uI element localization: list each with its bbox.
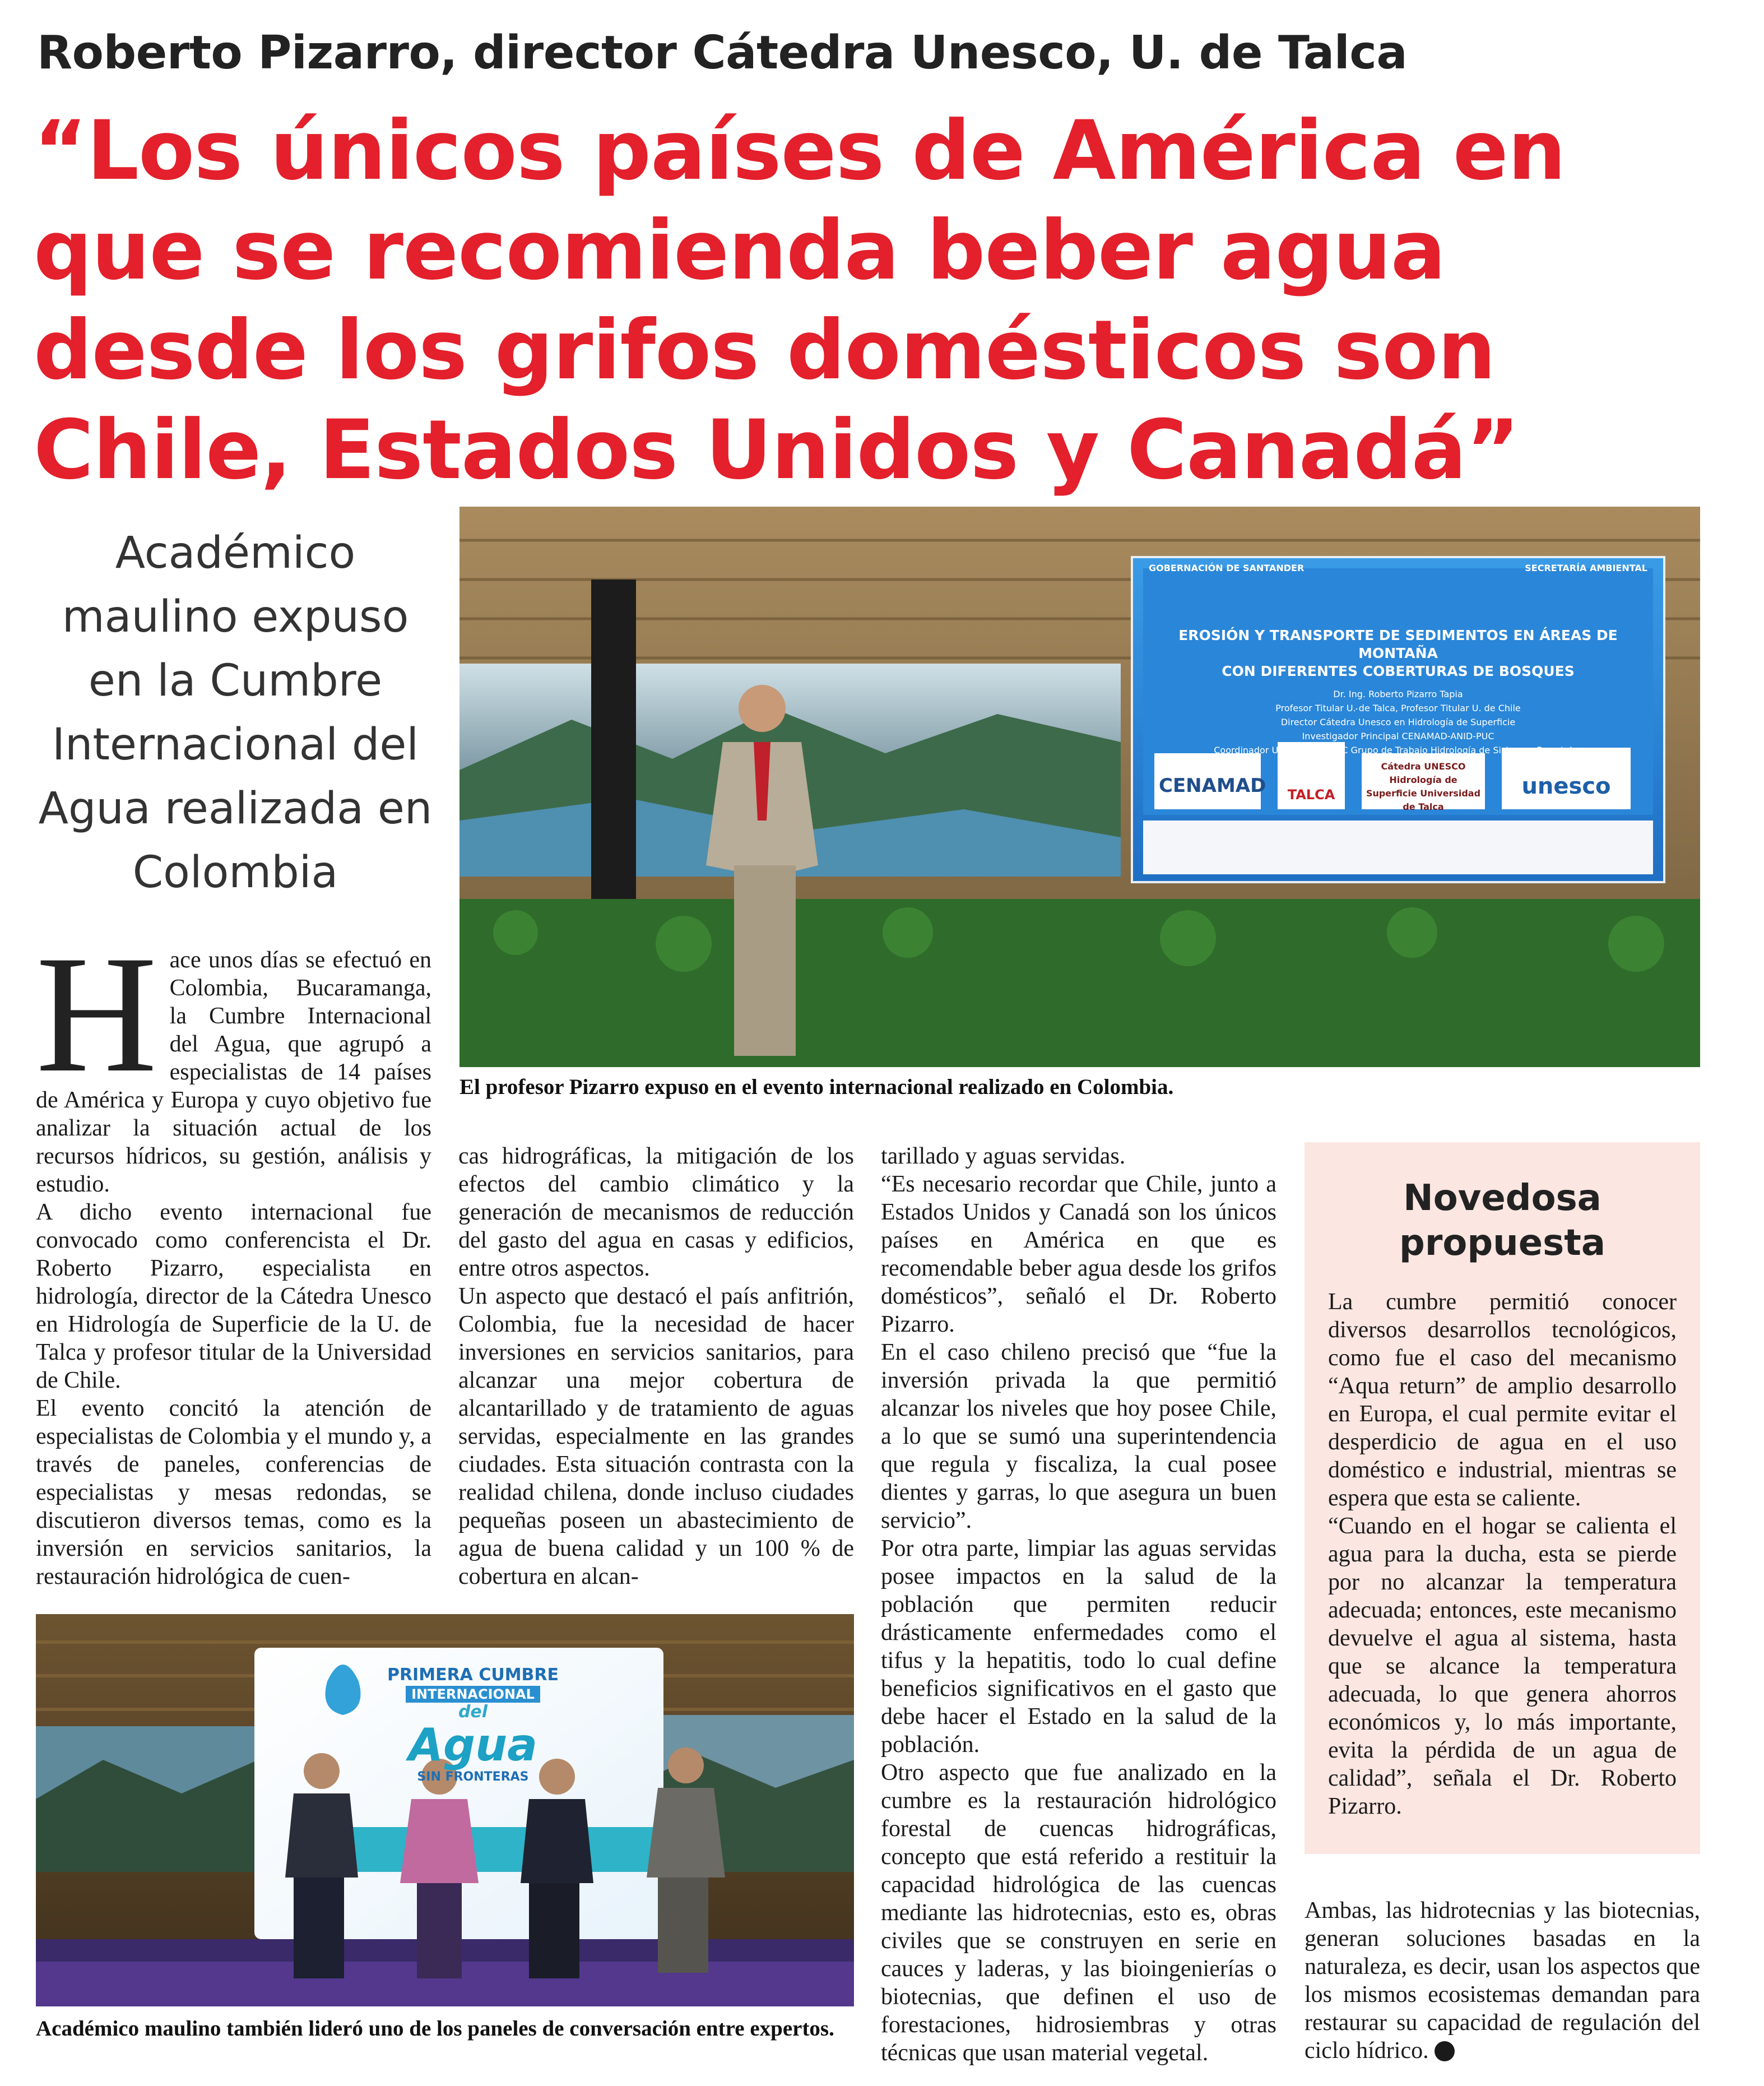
screen-logo-talca: TALCA <box>1287 787 1335 803</box>
screen-logo-unesco: unesco <box>1521 773 1611 799</box>
banner-line: PRIMERA CUMBRE <box>387 1665 559 1685</box>
screen-line-1: Dr. Ing. Roberto Pizarro Tapia <box>1333 689 1463 699</box>
screen-logo-cenamad: CENAMAD <box>1159 775 1266 797</box>
speaker-photo-caption: El profesor Pizarro expuso en el evento internacional realizado en Colombia. <box>459 1075 1174 1099</box>
headline-line: “Los únicos países de América en <box>34 103 1566 198</box>
paragraph: Otro aspecto que fue analizado en la cumbre es la restauración hidrológico forestal de cuencas hidrográficas, concepto que está referido a restituir la capacidad hidrológica de las cuencas mediante las hidrotecnias, esto es, obras civiles que se construyen en serie en cauces y laderas, y las bioingenierías o biotecnias, que definen el uso de forestaciones, hidrosiembras y otras técnicas que usan material vegetal. <box>881 1760 1276 2066</box>
banner-line: Agua <box>408 1719 538 1771</box>
banner-line: del <box>458 1702 488 1722</box>
screen-line-3: Director Cátedra Unesco en Hidrología de Superficie <box>1280 717 1516 727</box>
screen-org-right: SECRETARÍA AMBIENTAL <box>1525 563 1647 573</box>
kicker: Roberto Pizarro, director Cátedra Unesco, U. de Talca <box>37 26 1408 80</box>
paragraph: tarillado y aguas servidas. <box>881 1143 1126 1169</box>
screen-title-1: EROSIÓN Y TRANSPORTE DE SEDIMENTOS EN ÁREAS DE MONTAÑA <box>1178 627 1618 661</box>
speaker-photo <box>459 507 1700 1067</box>
screen-line-5: Coordinador UNESCO/PHI/LAC Grupo de Trabajo Hidrología de Sistemas Forestales <box>1214 745 1582 755</box>
banner-line: INTERNACIONAL <box>406 1686 540 1703</box>
panel-photo <box>36 1614 854 2006</box>
dropcap: H <box>36 921 157 1107</box>
paragraph: cas hidrográficas, la mitigación de los efectos del cambio climático y la generación de mecanismos de reducción del gasto del agua en casas y edificios, entre otros aspectos. <box>458 1143 854 1281</box>
headline-line: que se recomienda beber agua <box>34 203 1446 298</box>
sidebar-box <box>1305 1142 1700 1854</box>
panel-banner <box>372 1665 574 1786</box>
banner-line: SIN FRONTERAS <box>417 1770 529 1784</box>
paragraph: Un aspecto que destacó el país anfitrión, Colombia, fue la necesidad de hacer inversiones en servicios sanitarios, para alcanzar una mejor cobertura de alcantarillado y de tratamiento de aguas servidas, especialmente en las grandes ciudades. Esta situación contrasta con la realidad chilena, donde incluso ciudades pequeñas poseen un abastecimiento de agua de buena calidad y un 100 % de cobertura en alcan- <box>458 1283 854 1589</box>
closing-paragraph: Ambas, las hidrotecnias y las biotecnias, generan soluciones basadas en la naturaleza, es decir, usan los aspectos que los mismos ecosistemas demandan para restaurar su capacidad de regulación del ciclo hídrico. <box>1305 1898 1700 2064</box>
screen-line-2: Profesor Titular U. de Talca, Profesor Titular U. de Chile <box>1275 703 1521 713</box>
headline-line: Chile, Estados Unidos y Canadá” <box>34 402 1520 498</box>
sidebar-body <box>1328 1288 1677 1820</box>
paragraph: “Es necesario recordar que Chile, junto a Estados Unidos y Canadá son los únicos países en América en que es recomendable beber agua desde los grifos domésticos”, señaló el Dr. Roberto Pizarro. <box>881 1171 1276 1337</box>
article-column-2 <box>458 1142 854 1591</box>
paragraph: En el caso chileno precisó que “fue la inversión privada la que permitió alcanzar los niveles que hoy posee Chile, a lo que se sumó una superintendencia que regula y fiscaliza, la cual posee dientes y garras, lo que asegura un buen servicio”. <box>881 1339 1276 1533</box>
screen-line-4: Investigador Principal CENAMAD-ANID-PUC <box>1302 731 1494 741</box>
article-column-4 <box>1305 1897 1700 2065</box>
article-column-1 <box>36 921 431 1591</box>
paragraph: ace unos días se efectuó en Colombia, Bucaramanga, la Cumbre Internacional del Agua, que agrupó a especialistas de 14 países de América y Europa y cuyo objetivo fue analizar la situación actual de los recursos hídricos, su gestión, análisis y estudio. <box>36 947 431 1197</box>
sidebar-title: Novedosa propuesta <box>1399 1178 1605 1264</box>
paragraph: El evento concitó la atención de especialistas de Colombia y el mundo y, a través de paneles, conferencias de especialistas y mesas redondas, se discutieron diversos temas, como es la inversión en servicios sanitarios, la restauración hidrológica de cuen- <box>36 1396 431 1589</box>
paragraph <box>1305 1897 1700 2065</box>
paragraph: A dicho evento internacional fue convocado como conferencista el Dr. Roberto Pizarro, especialista en hidrología, director de la Cátedra Unesco en Hidrología de Superficie de la U. de Talca y profesor titular de la Universidad de Chile. <box>36 1199 431 1393</box>
headline-line: desde los grifos domésticos son <box>34 303 1496 398</box>
paragraph: La cumbre permitió conocer diversos desarrollos tecnológicos, como fue el caso del mecanismo “Aqua return” de amplio desarrollo en Europa, el cual permite evitar el desperdicio de agua en el uso doméstico e industrial, mientras se espera que esta se caliente. <box>1328 1289 1677 1511</box>
article-column-3 <box>881 1142 1276 2067</box>
panel-photo-caption: Académico maulino también lideró uno de los paneles de conversación entre expertos. <box>36 2017 834 2041</box>
headline <box>34 101 1659 500</box>
paragraph: Por otra parte, limpiar las aguas servidas posee impactos en la salud de la población que permiten reducir drásticamente enfermedades como el tifus y la hepatitis, todo lo cual define beneficios significativos en el gasto que debe hacer el Estado en la salud de la población. <box>881 1536 1276 1758</box>
screen-logo-catedra: Cátedra UNESCO Hidrología de Superficie Universidad de Talca <box>1366 761 1481 812</box>
screen-org-left: GOBERNACIÓN DE SANTANDER <box>1149 563 1305 573</box>
end-mark-icon <box>1435 2041 1455 2061</box>
screen-title-2: CON DIFERENTES COBERTURAS DE BOSQUES <box>1222 663 1575 679</box>
lede: Académico maulino expuso en la Cumbre Internacional del Agua realizada en Colombia <box>38 528 433 898</box>
paragraph: “Cuando en el hogar se calienta el agua para la ducha, esta se pierde por no alcanzar la temperatura adecuada; entonces, este mecanismo devuelve el agua al sistema, hasta que se alcance la temperatura adecuada, lo que genera ahorros económicos y, lo más importante, evita la pérdida de un agua de calidad”, señala el Dr. Roberto Pizarro. <box>1328 1513 1677 1819</box>
